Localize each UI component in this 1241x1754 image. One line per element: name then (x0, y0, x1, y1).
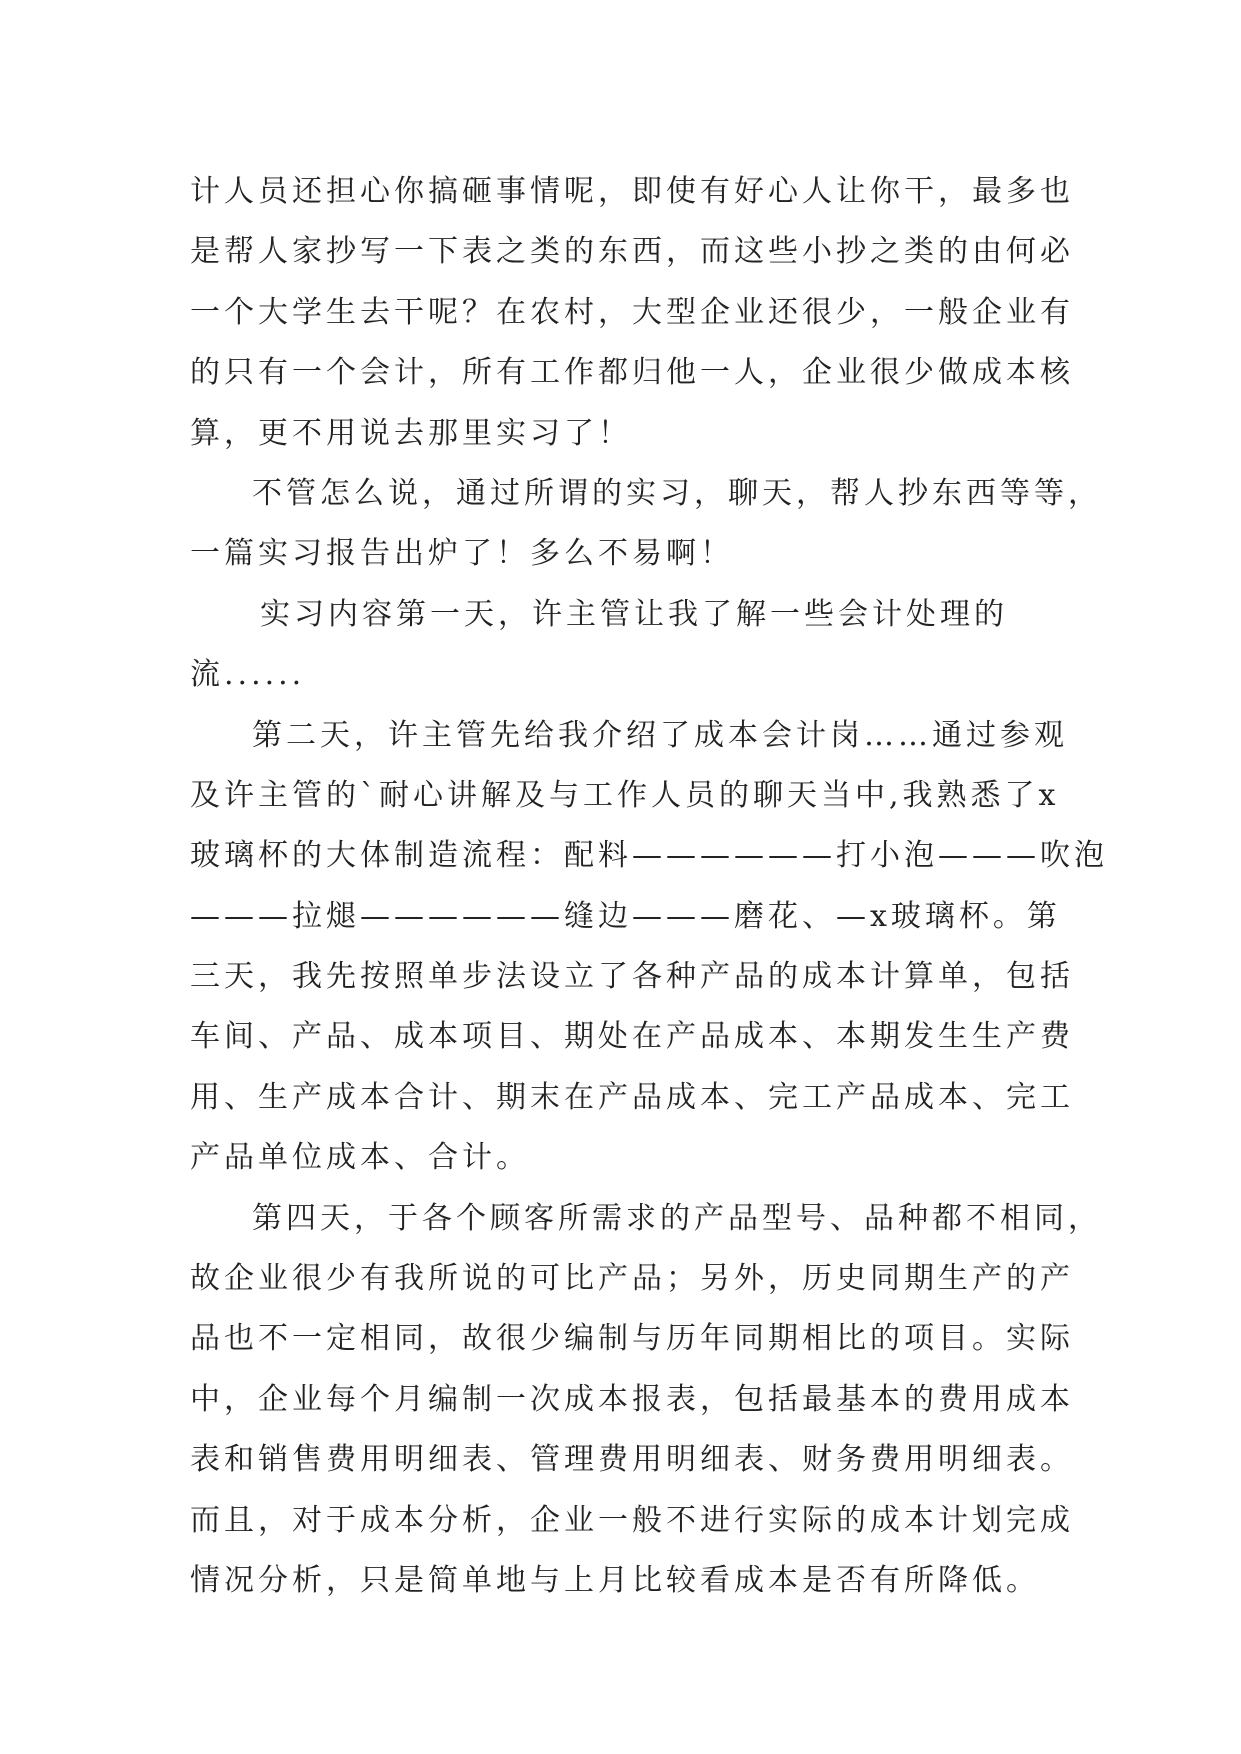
text-line: 中，企业每个月编制一次成本报表，包括最基本的费用成本 (190, 1381, 1074, 1417)
text-line: 车间、产品、成本项目、期处在产品成本、本期发生生产费 (190, 1019, 1074, 1055)
document-body (190, 162, 1108, 1611)
paragraph-start-line: 第二天，许主管先给我介绍了成本会计岗……通过参观 (252, 717, 1068, 753)
text-line: 计人员还担心你搞砸事情呢，即使有好心人让你干，最多也 (190, 174, 1074, 209)
paragraph-start-line: 实习内容第一天，许主管让我了解一些会计处理的 (260, 596, 1008, 632)
text-line: 三天，我先按照单步法设立了各种产品的成本计算单，包括 (190, 959, 1074, 995)
text-line: 玻璃杯的大体制造流程：配料——————打小泡———吹泡 (190, 838, 1108, 874)
text-line: 是帮人家抄写一下表之类的东西，而这些小抄之类的由何必 (190, 234, 1074, 270)
paragraph-start-line: 不管怎么说，通过所谓的实习，聊天，帮人抄东西等等， (252, 475, 1102, 511)
text-line: 一篇实习报告出炉了！多么不易啊！ (190, 536, 734, 572)
paragraph-start-line: 第四天，于各个顾客所需求的产品型号、品种都不相同， (252, 1200, 1102, 1236)
text-line: 一个大学生去干呢？在农村，大型企业还很少，一般企业有 (190, 294, 1074, 330)
text-line: 故企业很少有我所说的可比产品；另外，历史同期生产的产 (190, 1261, 1074, 1297)
text-line: 品也不一定相同，故很少编制与历年同期相比的项目。实际 (190, 1321, 1074, 1357)
text-line: 表和销售费用明细表、管理费用明细表、财务费用明细表。 (190, 1442, 1074, 1478)
text-line: 流...... (190, 657, 306, 693)
text-line: 及许主管的`耐心讲解及与工作人员的聊天当中,我熟悉了x (190, 777, 1060, 813)
text-line: 产品单位成本、合计。 (190, 1140, 530, 1176)
text-line: 算，更不用说去那里实习了！ (190, 415, 632, 451)
text-line: 而且，对于成本分析，企业一般不进行实际的成本计划完成 (190, 1502, 1074, 1538)
text-line: 用、生产成本合计、期末在产品成本、完工产品成本、完工 (190, 1079, 1074, 1115)
text-line: ———拉煺——————缝边———磨花、—x玻璃杯。第 (190, 898, 1061, 934)
text-line: 的只有一个会计，所有工作都归他一人，企业很少做成本核 (190, 355, 1074, 391)
text-line: 情况分析，只是简单地与上月比较看成本是否有所降低。 (190, 1562, 1040, 1598)
